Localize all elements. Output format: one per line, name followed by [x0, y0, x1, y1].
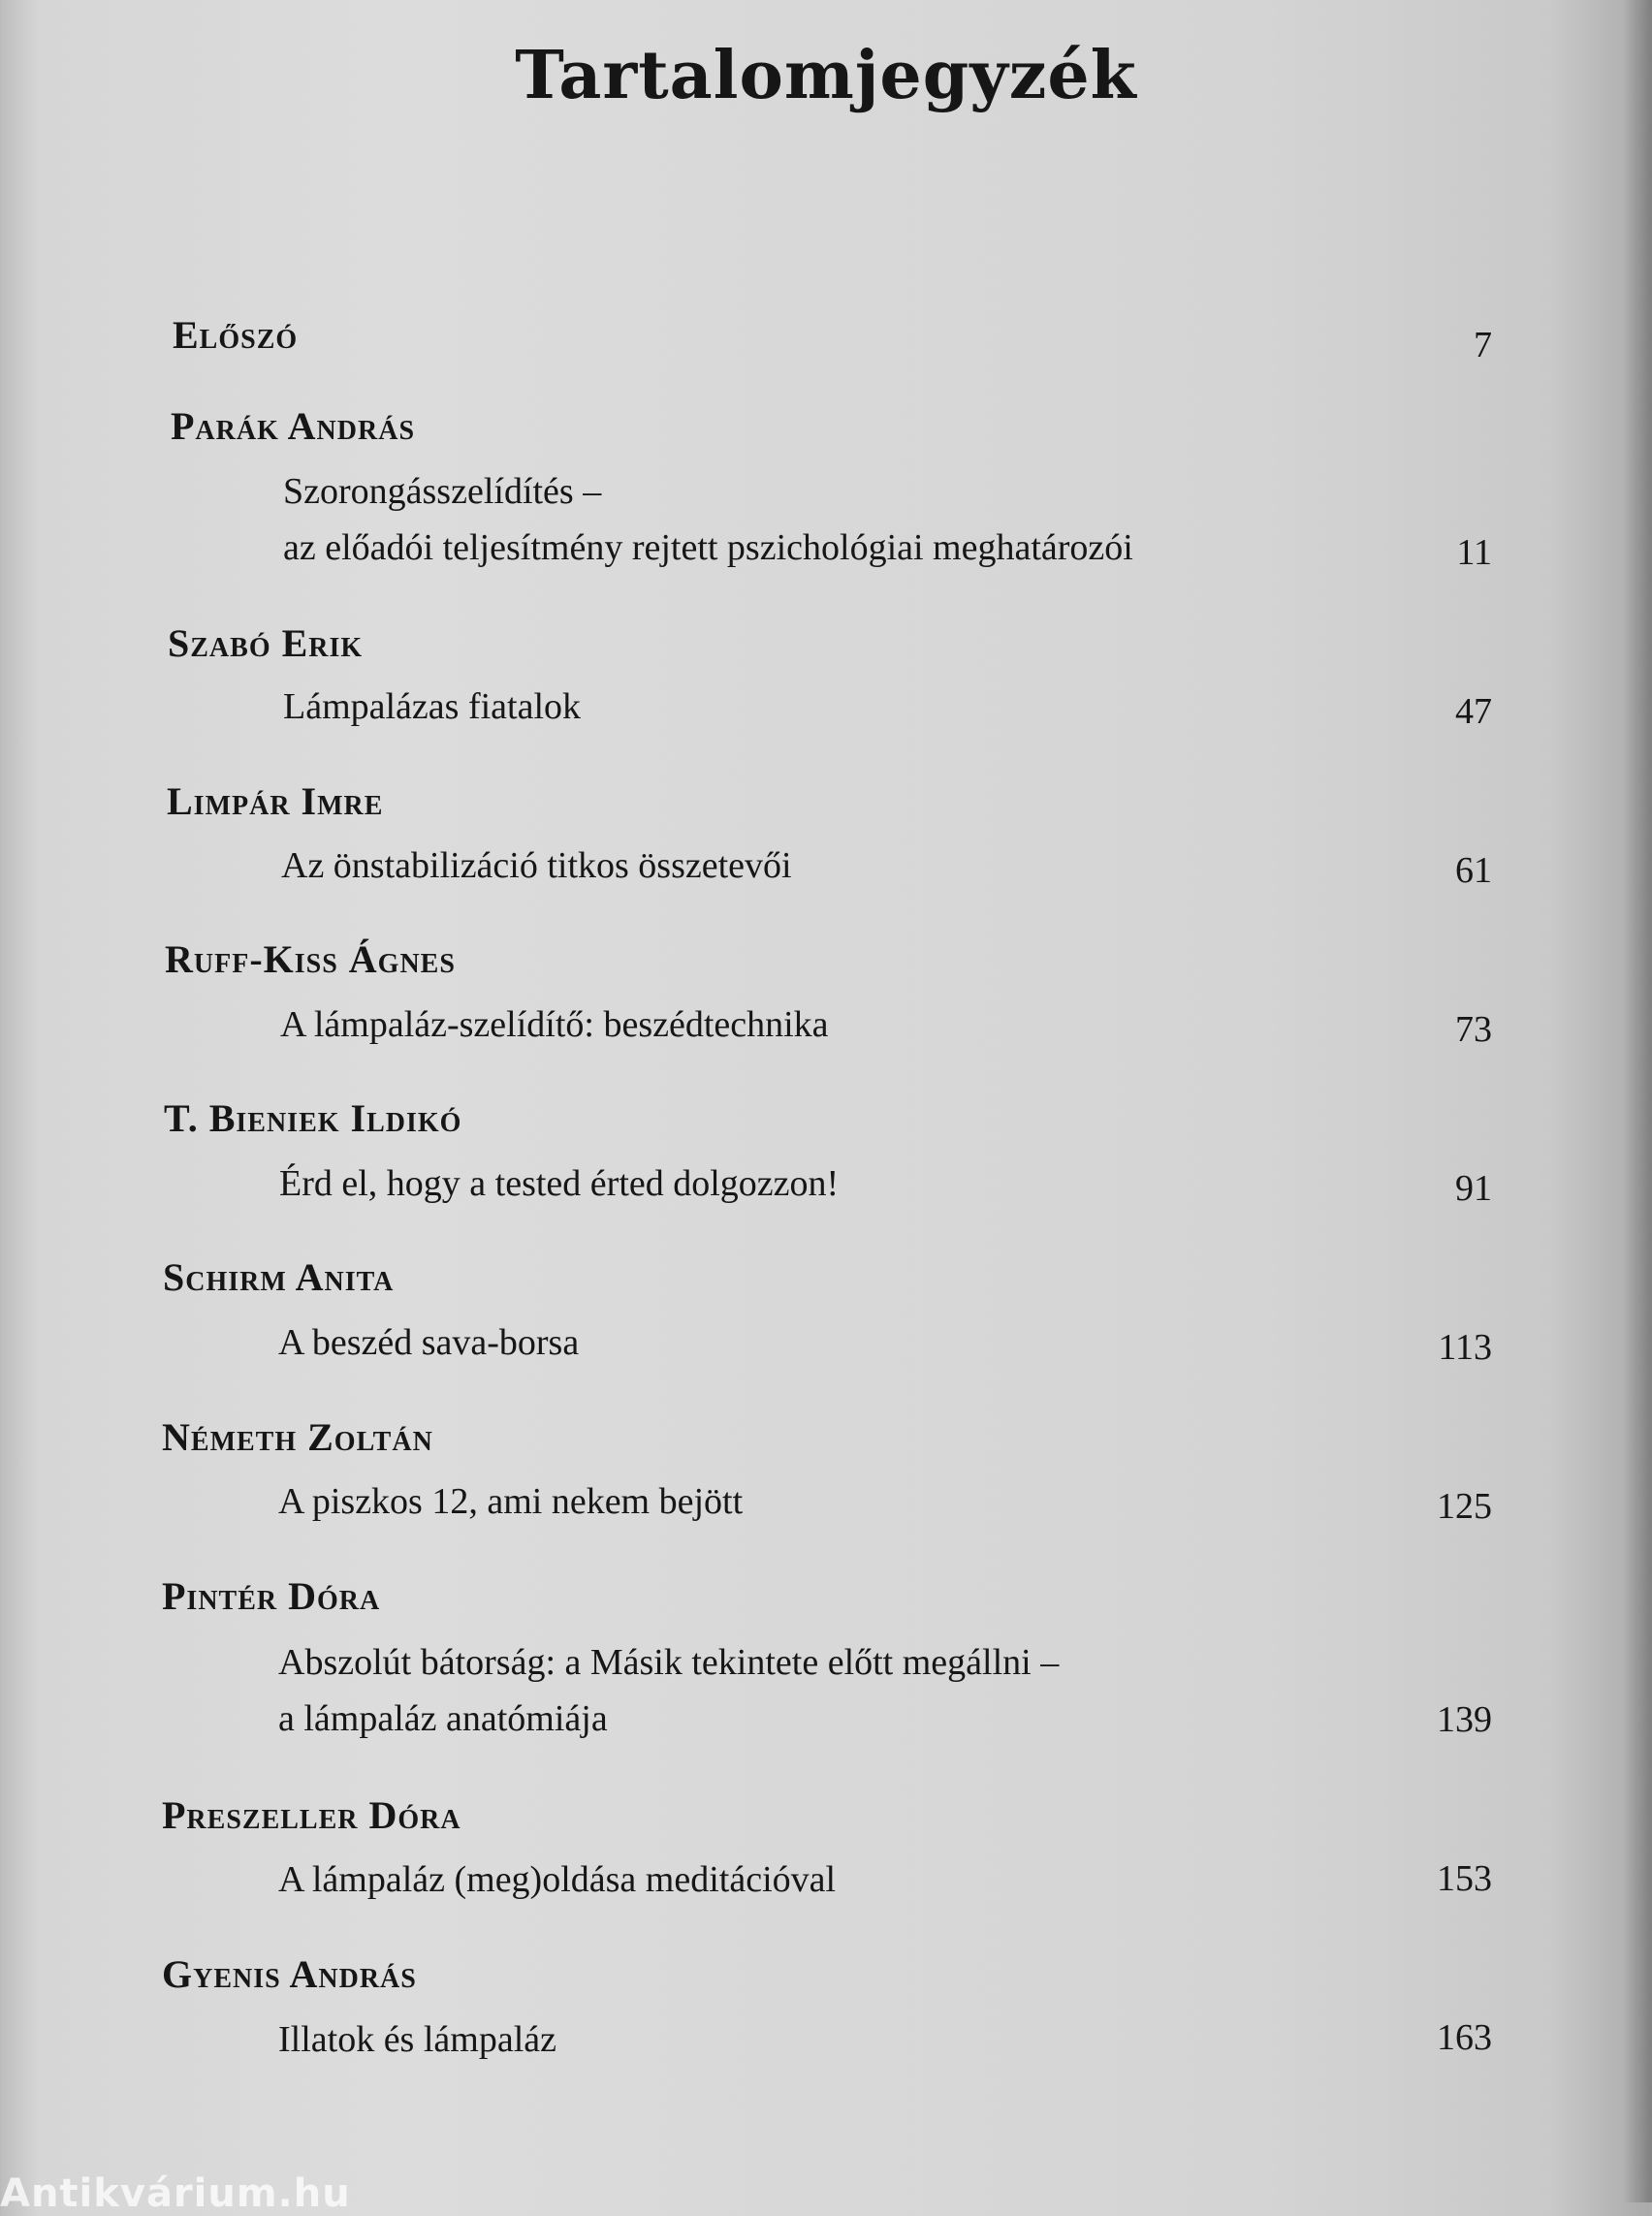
toc-essay-title-line2: a lámpaláz anatómiája	[278, 1698, 608, 1739]
toc-author: Gyenis András	[162, 1952, 417, 1996]
toc-page-number: 139	[1437, 1699, 1492, 1740]
toc-page-number: 163	[1437, 2017, 1492, 2058]
toc-page-number: 47	[1455, 691, 1492, 732]
toc-page-number: 7	[1474, 325, 1492, 365]
toc-author: Németh Zoltán	[162, 1415, 433, 1459]
toc-page-number: 11	[1456, 532, 1492, 573]
toc-essay-title: Az önstabilizáció titkos összetevői	[281, 845, 792, 886]
toc-essay-title-line2: az előadói teljesítmény rejtett pszichológiai meghatározói	[283, 527, 1133, 568]
toc-essay-title: A lámpaláz (meg)oldása meditációval	[278, 1859, 837, 1900]
toc-page-number: 61	[1455, 850, 1492, 891]
toc-page-number: 73	[1455, 1009, 1492, 1050]
toc-author: Preszeller Dóra	[162, 1793, 461, 1837]
toc-author: Schirm Anita	[163, 1255, 395, 1299]
toc-essay-title: A beszéd sava-borsa	[278, 1322, 580, 1363]
toc-author: Pintér Dóra	[162, 1574, 381, 1618]
toc-essay-title: A piszkos 12, ami nekem bejött	[278, 1481, 744, 1522]
toc-essay-title: Illatok és lámpaláz	[278, 2019, 556, 2060]
toc-essay-title: A lámpaláz-szelídítő: beszédtechnika	[280, 1004, 829, 1045]
toc-author: Limpár Imre	[167, 779, 384, 823]
page-edge-shadow	[1623, 0, 1652, 2202]
toc-essay-title: Érd el, hogy a tested érted dolgozzon!	[279, 1163, 840, 1204]
toc-essay-title-line1: Abszolút bátorság: a Másik tekintete előtt megállni –	[278, 1642, 1060, 1683]
toc-author: T. Bieniek Ildikó	[164, 1096, 462, 1140]
toc-page-number: 125	[1437, 1486, 1492, 1527]
toc-page-number: 153	[1437, 1858, 1492, 1899]
toc-essay-title: Lámpalázas fiatalok	[283, 686, 582, 727]
toc-author: Parák András	[171, 404, 416, 448]
toc-author: Szabó Erik	[168, 621, 364, 665]
page-title: Tartalomjegyzék	[515, 37, 1137, 114]
toc-author: Ruff-Kiss Ágnes	[165, 937, 456, 981]
toc-page-number: 91	[1455, 1168, 1492, 1209]
toc-author-eloszo: Előszó	[173, 313, 299, 357]
watermark: Antikvárium.hu	[0, 2171, 351, 2216]
toc-essay-title-line1: Szorongásszelídítés –	[283, 471, 602, 512]
toc-page-number: 113	[1438, 1327, 1492, 1368]
